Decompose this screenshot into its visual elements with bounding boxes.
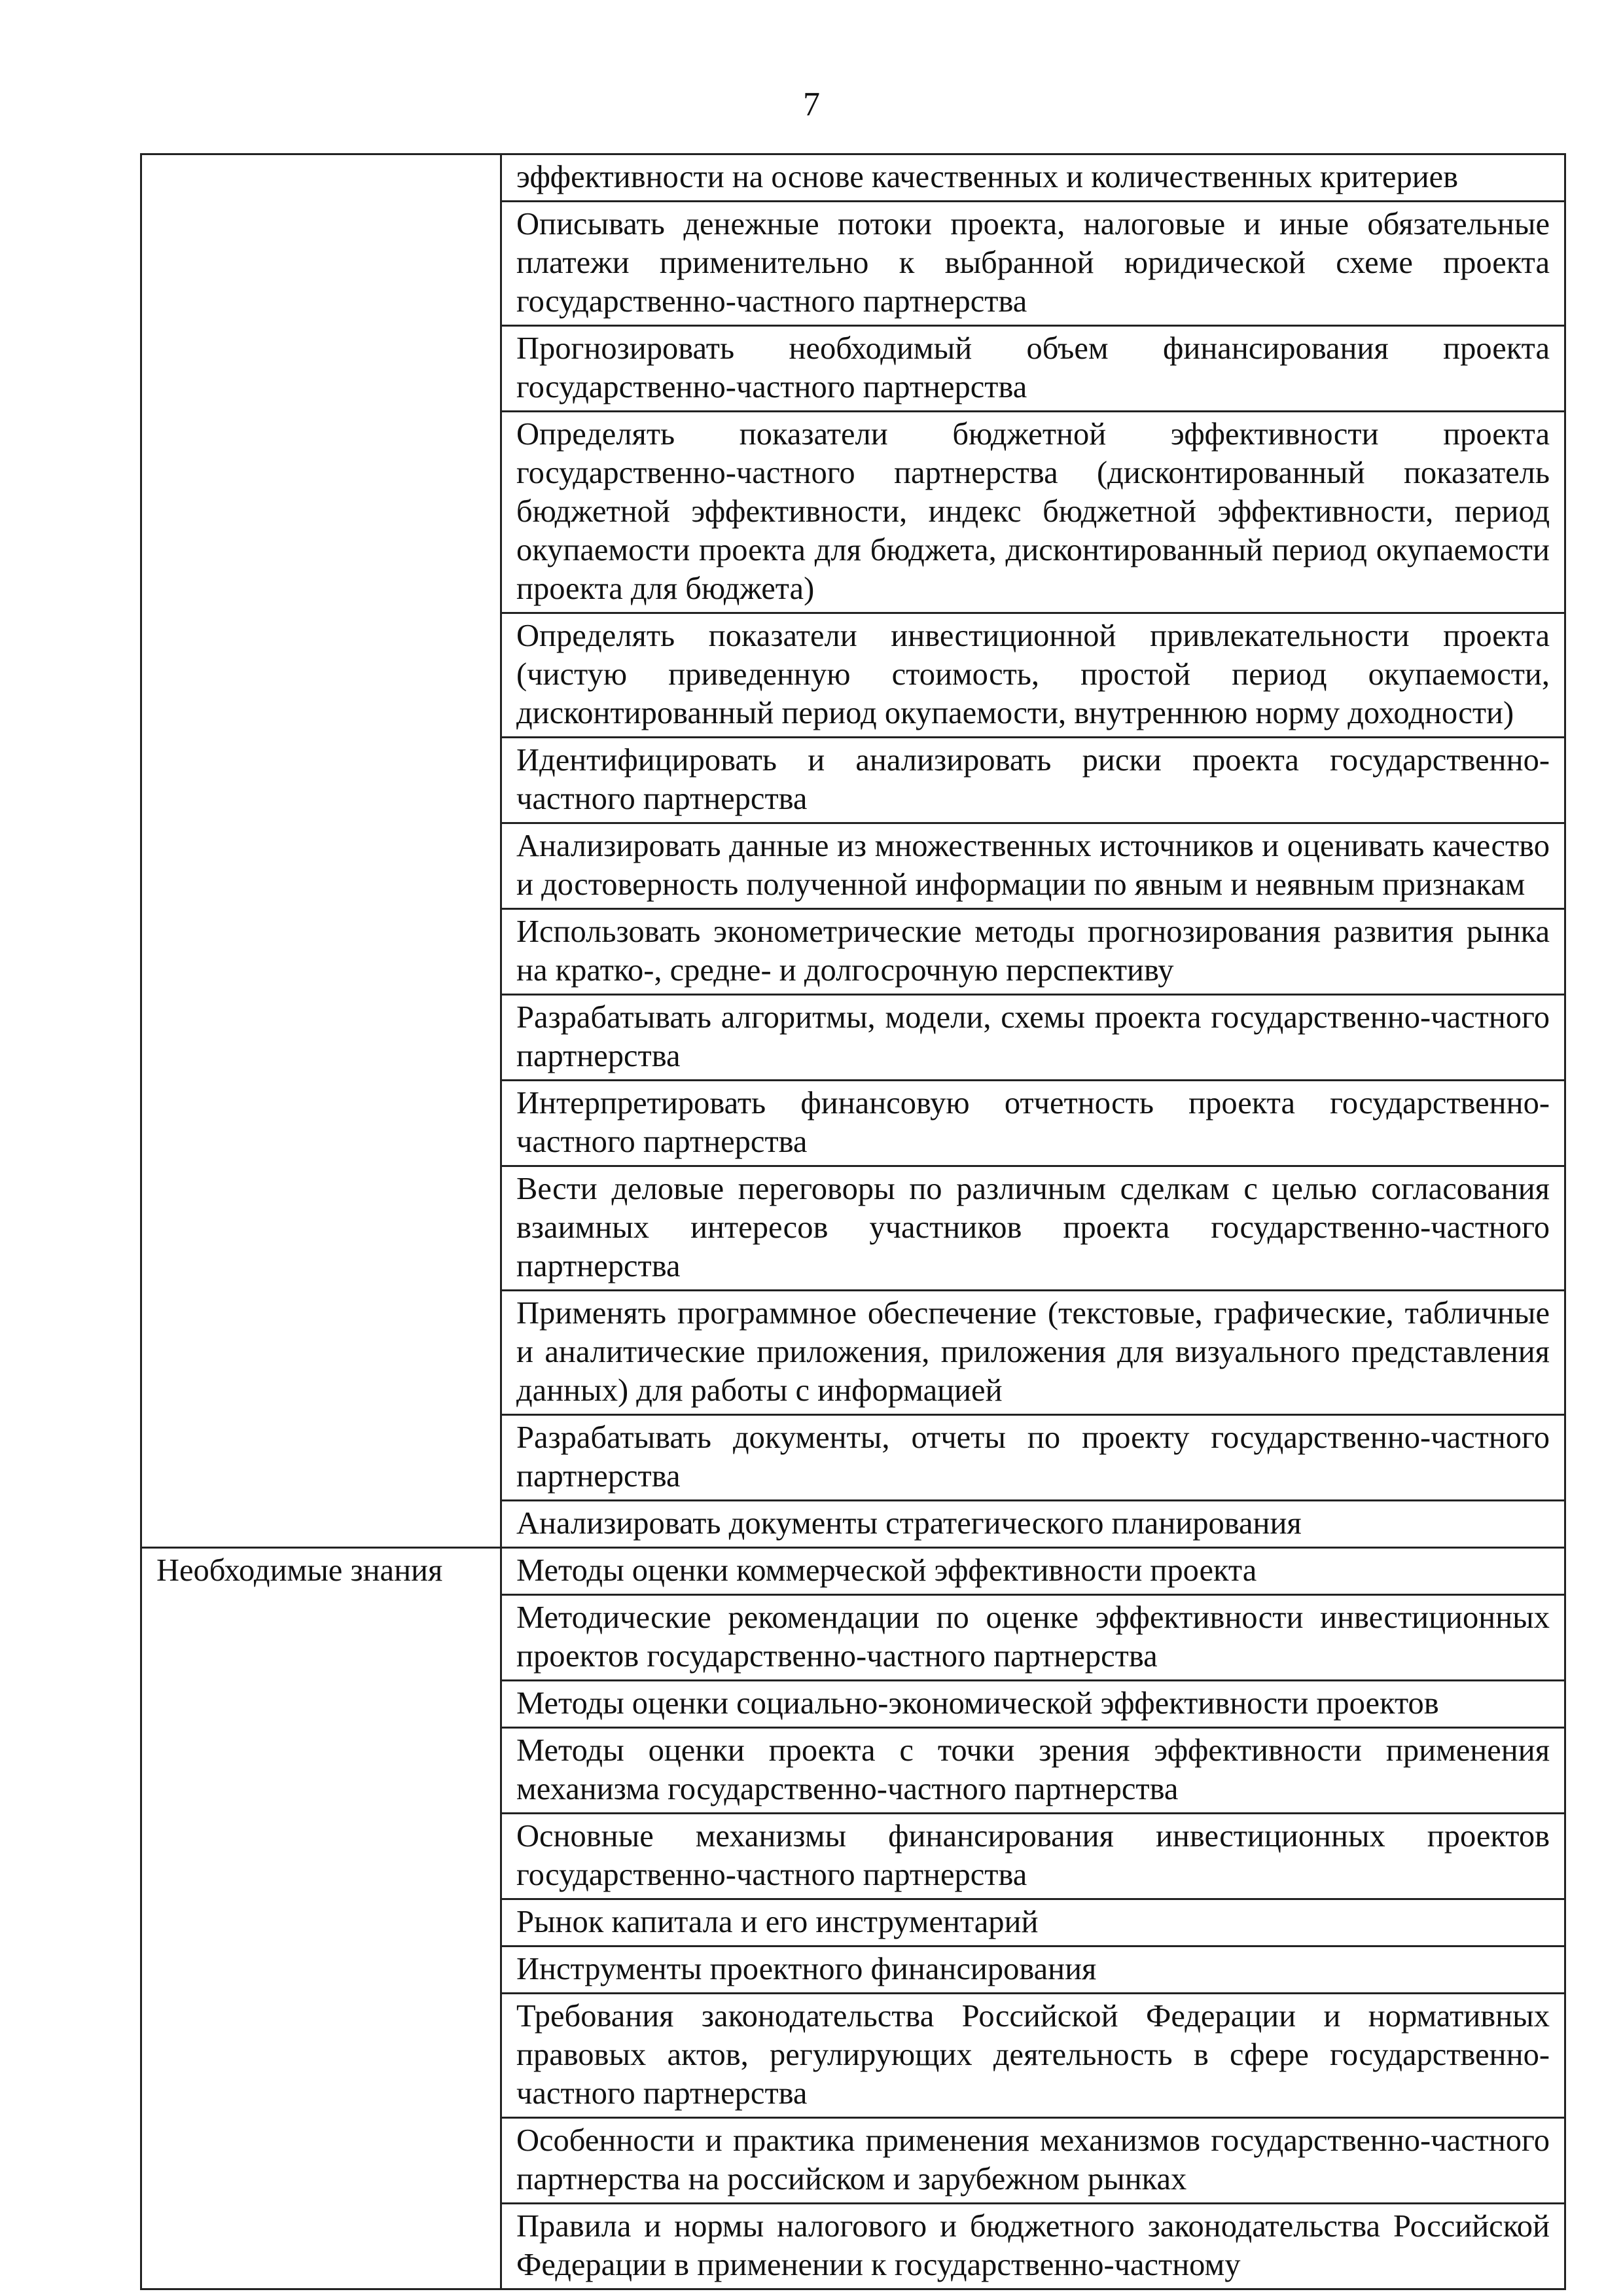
- table-cell-item: Описывать денежные потоки проекта, налоговые и иные обязательные платежи применительно к выбранной юридической схеме проекта государственно-частного партнерства: [501, 202, 1565, 326]
- table-cell-item: Методы оценки проекта с точки зрения эффективности применения механизма государственно-частного партнерства: [501, 1728, 1565, 1814]
- competency-table: [140, 153, 1566, 2290]
- page-number: 7: [803, 86, 820, 123]
- table-cell-item: Разрабатывать алгоритмы, модели, схемы проекта государственно-частного партнерства: [501, 995, 1565, 1081]
- table-body: [141, 154, 1565, 2289]
- table-cell-item: Методы оценки коммерческой эффективности проекта: [501, 1548, 1565, 1595]
- table-cell-item: Требования законодательства Российской Федерации и нормативных правовых актов, регулирующих деятельность в сфере государственно-частного партнерства: [501, 1994, 1565, 2118]
- table-cell-item: Рынок капитала и его инструментарий: [501, 1899, 1565, 1946]
- table-cell-item: Особенности и практика применения механизмов государственно-частного партнерства на российском и зарубежном рынках: [501, 2118, 1565, 2204]
- table-row: [141, 154, 1565, 202]
- table-cell-item: Правила и нормы налогового и бюджетного законодательства Российской Федерации в применении к государственно-частному: [501, 2204, 1565, 2289]
- table-cell-item: Основные механизмы финансирования инвестиционных проектов государственно-частного партнерства: [501, 1814, 1565, 1899]
- table-cell-item: Определять показатели бюджетной эффективности проекта государственно-частного партнерства (дисконтированный показатель бюджетной эффективности, индекс бюджетной эффективности, период окупаемости проекта для бюджета, дисконтированный период окупаемости проекта для бюджета): [501, 412, 1565, 613]
- table-cell-item: Методические рекомендации по оценке эффективности инвестиционных проектов государственно-частного партнерства: [501, 1595, 1565, 1681]
- table-cell-item: Использовать эконометрические методы прогнозирования развития рынка на кратко-, средне- и долгосрочную перспективу: [501, 909, 1565, 995]
- table-row: [141, 1548, 1565, 1595]
- table-cell-item: Инструменты проектного финансирования: [501, 1946, 1565, 1994]
- table-cell-item: Методы оценки социально-экономической эффективности проектов: [501, 1681, 1565, 1728]
- table-cell-item: Интерпретировать финансовую отчетность проекта государственно-частного партнерства: [501, 1081, 1565, 1166]
- section-label: [141, 154, 501, 1548]
- table-cell-item: Анализировать данные из множественных источников и оценивать качество и достоверность полученной информации по явным и неявным признакам: [501, 823, 1565, 909]
- table-cell-item: Идентифицировать и анализировать риски проекта государственно-частного партнерства: [501, 738, 1565, 823]
- table-cell-item: эффективности на основе качественных и количественных критериев: [501, 154, 1565, 202]
- table-cell-item: Применять программное обеспечение (текстовые, графические, табличные и аналитические приложения, приложения для визуального представления данных) для работы с информацией: [501, 1291, 1565, 1415]
- table-cell-item: Вести деловые переговоры по различным сделкам с целью согласования взаимных интересов участников проекта государственно-частного партнерства: [501, 1166, 1565, 1291]
- section-label: Необходимые знания: [141, 1548, 501, 2289]
- table-cell-item: Прогнозировать необходимый объем финансирования проекта государственно-частного партнерства: [501, 326, 1565, 412]
- table-cell-item: Определять показатели инвестиционной привлекательности проекта (чистую приведенную стоимость, простой период окупаемости, дисконтированный период окупаемости, внутреннюю норму доходности): [501, 613, 1565, 738]
- table-cell-item: Разрабатывать документы, отчеты по проекту государственно-частного партнерства: [501, 1415, 1565, 1501]
- table-cell-item: Анализировать документы стратегического планирования: [501, 1501, 1565, 1548]
